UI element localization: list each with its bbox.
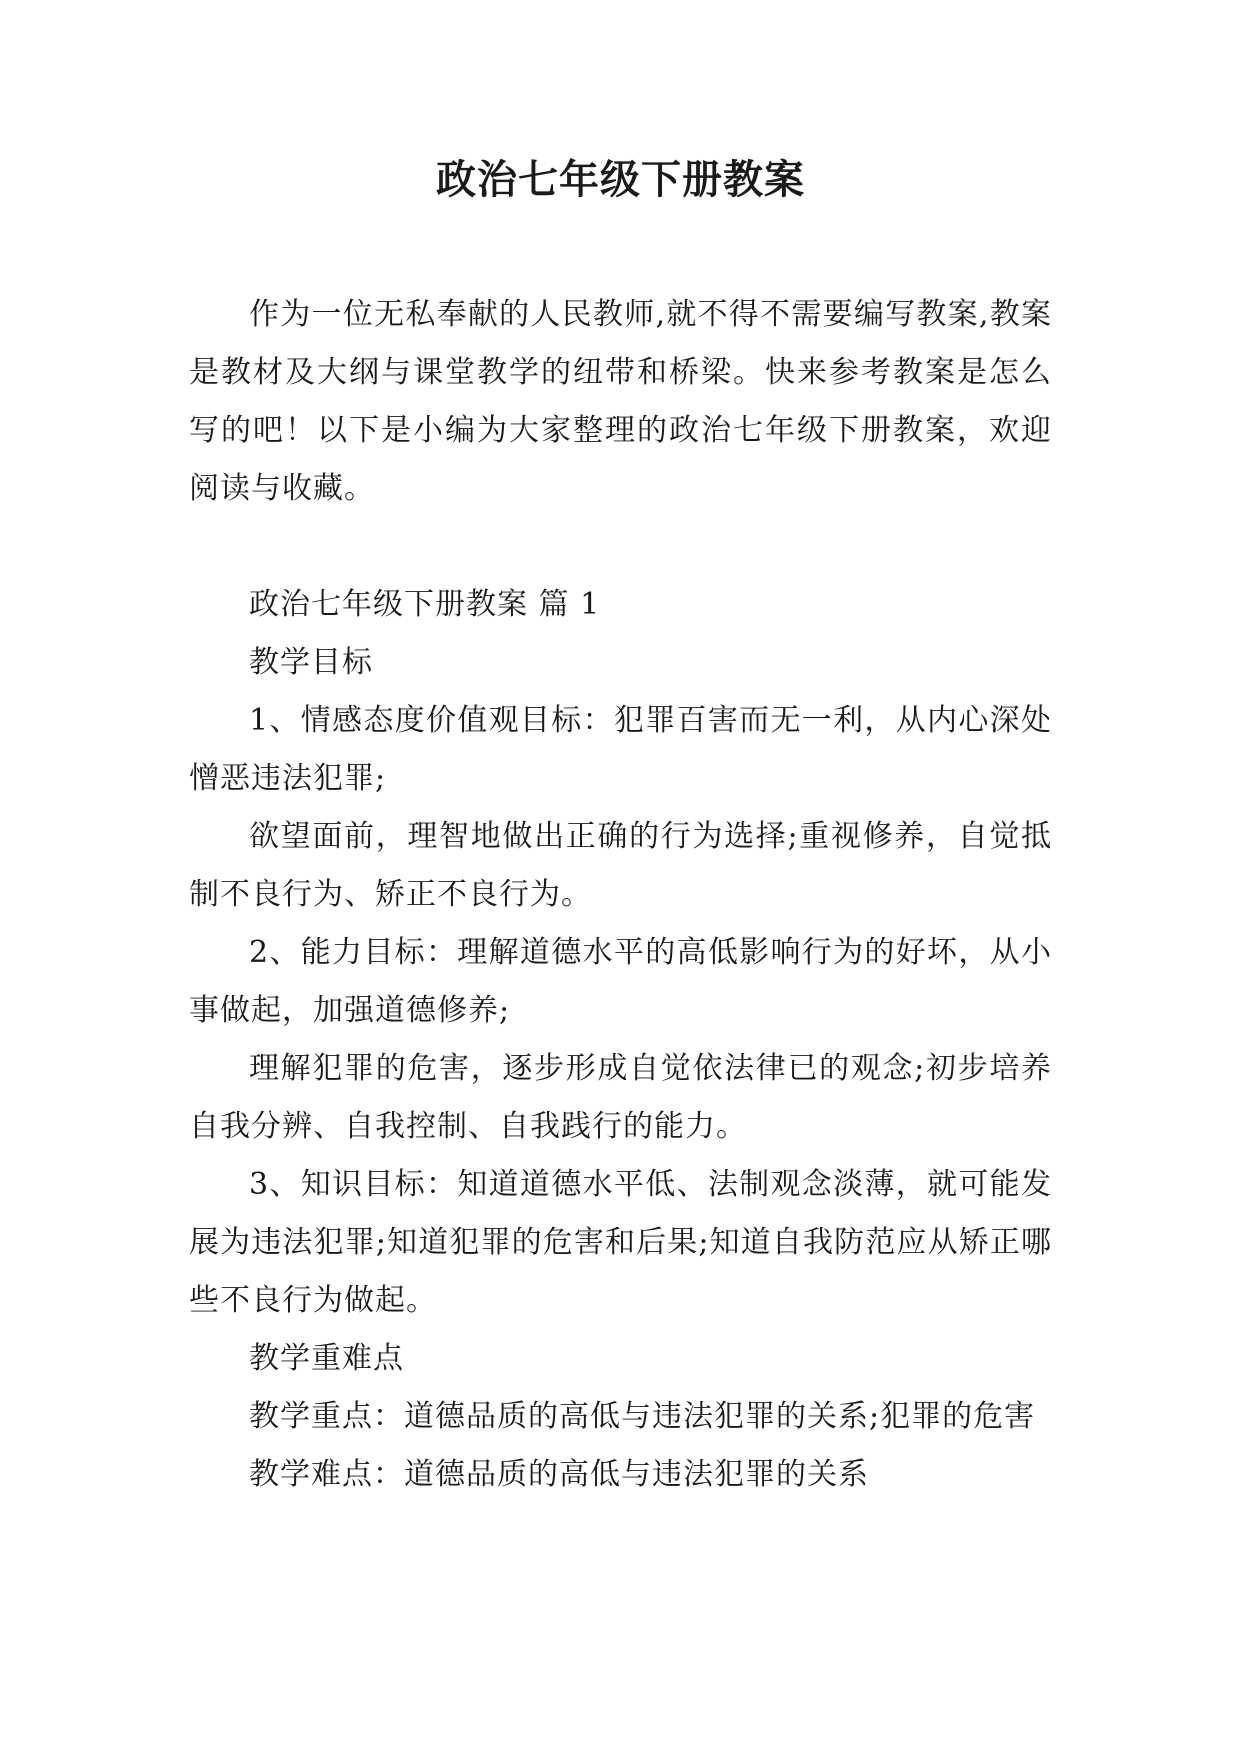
- intro-paragraph: 作为一位无私奉献的人民教师,就不得不需要编写教案,教案是教材及大纲与课堂教学的纽带和桥梁。快来参考教案是怎么写的吧！以下是小编为大家整理的政治七年级下册教案，欢迎阅读与收藏。: [189, 297, 1052, 506]
- objective-1-continued-paragraph: 欲望面前，理智地做出正确的行为选择;重视修养，自觉抵制不良行为、矫正不良行为。: [189, 819, 1052, 912]
- key-point-paragraph: 教学重点：道德品质的高低与违法犯罪的关系;犯罪的危害: [249, 1399, 1036, 1434]
- key-points-heading: 教学重难点: [249, 1341, 404, 1376]
- document-body: [189, 286, 1052, 1504]
- objective-3-paragraph: 3、知识目标：知道道德水平低、法制观念淡薄，就可能发展为违法犯罪;知道犯罪的危害和后果;知道自我防范应从矫正哪些不良行为做起。: [189, 1167, 1052, 1318]
- objective-1-paragraph: 1、情感态度价值观目标：犯罪百害而无一利，从内心深处憎恶违法犯罪;: [189, 703, 1052, 796]
- difficult-point-paragraph: 教学难点：道德品质的高低与违法犯罪的关系: [249, 1457, 869, 1492]
- objectives-heading: 教学目标: [249, 645, 373, 680]
- objective-2-continued-paragraph: 理解犯罪的危害，逐步形成自觉依法律已的观念;初步培养自我分辨、自我控制、自我践行的能力。: [189, 1051, 1052, 1144]
- objective-2-paragraph: 2、能力目标：理解道德水平的高低影响行为的好坏，从小事做起，加强道德修养;: [189, 935, 1052, 1028]
- section-title: 政治七年级下册教案 篇 1: [249, 587, 601, 622]
- document-title: 政治七年级下册教案: [436, 156, 805, 203]
